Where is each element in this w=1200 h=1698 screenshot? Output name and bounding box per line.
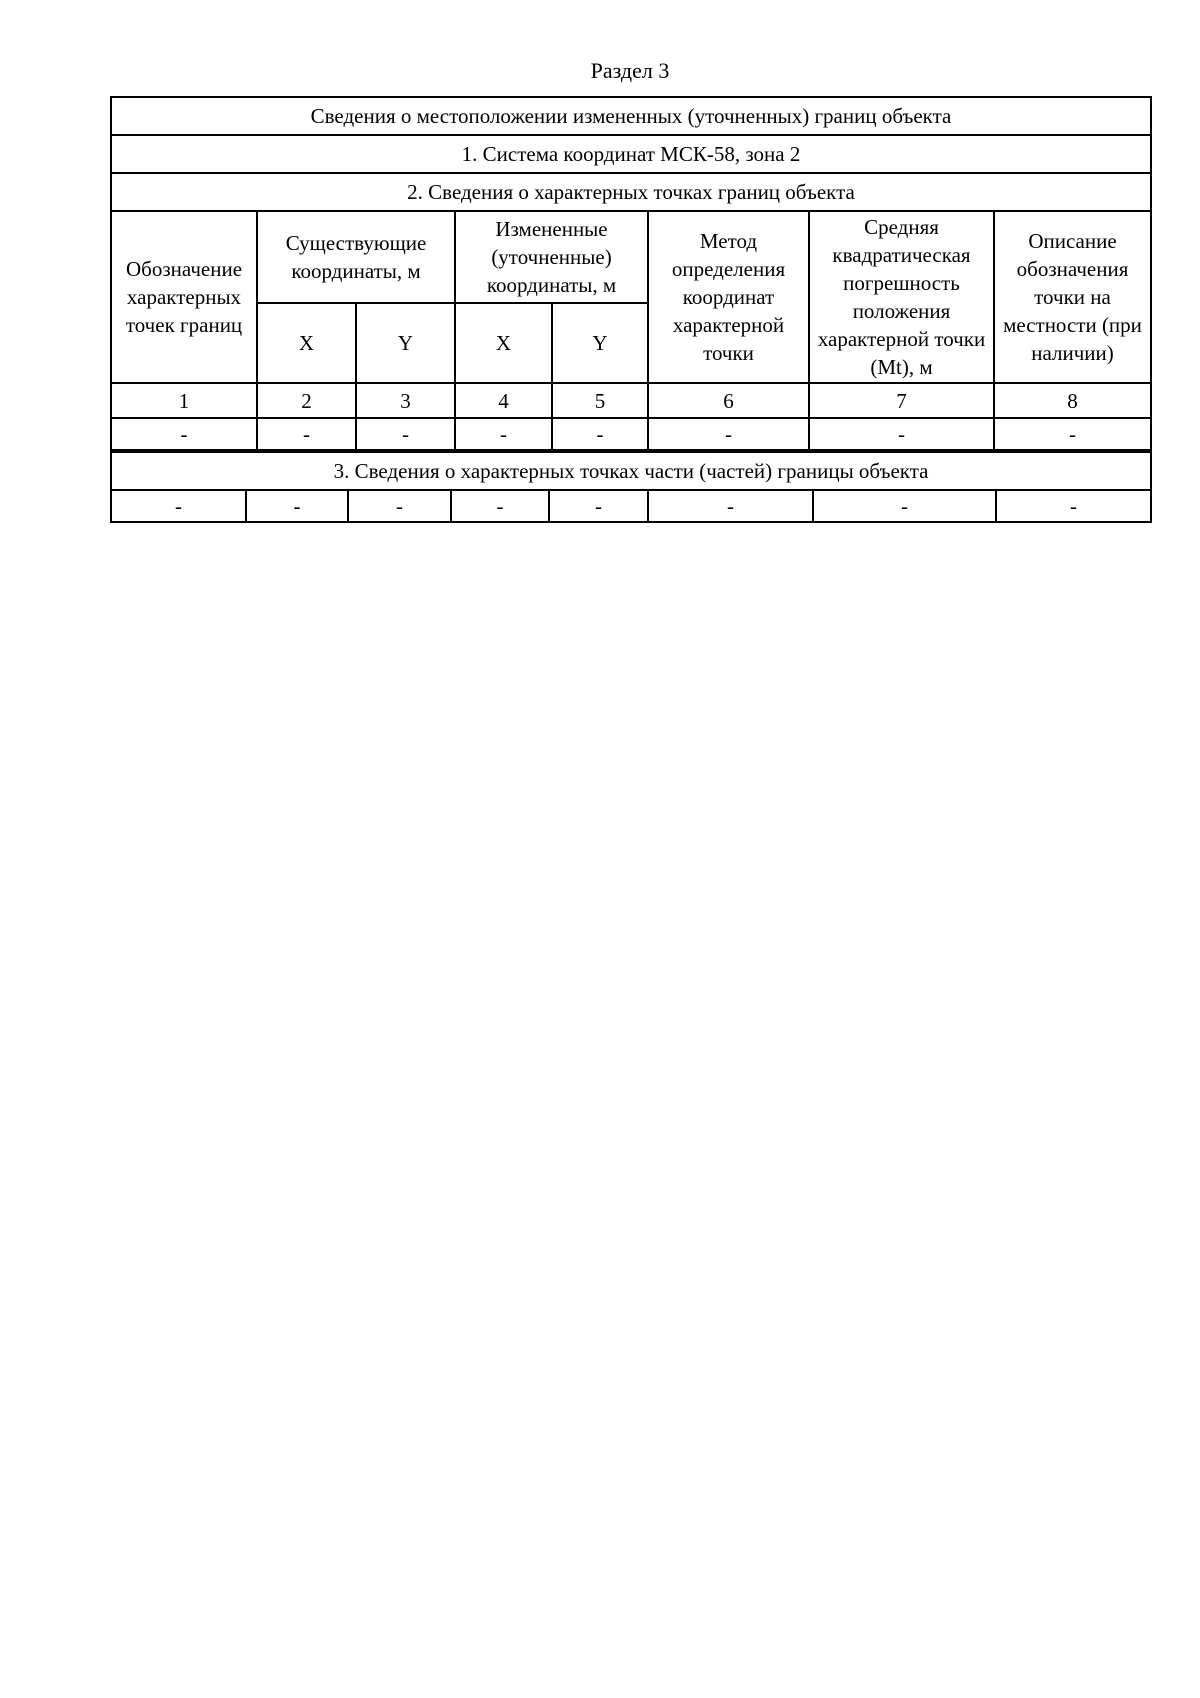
table-cell: - bbox=[111, 418, 257, 450]
column-number-row bbox=[111, 383, 1151, 418]
column-number: 8 bbox=[994, 383, 1151, 418]
table-cell: - bbox=[648, 418, 809, 450]
table-cell: - bbox=[813, 490, 996, 522]
header-existing-x: X bbox=[257, 303, 356, 383]
table-cell: - bbox=[996, 490, 1151, 522]
column-number: 4 bbox=[455, 383, 552, 418]
column-number: 3 bbox=[356, 383, 455, 418]
parts-section-header: 3. Сведения о характерных точках части (частей) границы объекта bbox=[111, 452, 1151, 490]
table-cell: - bbox=[549, 490, 648, 522]
table-cell: - bbox=[552, 418, 648, 450]
section-label: Раздел 3 bbox=[590, 58, 670, 83]
table-cell: - bbox=[994, 418, 1151, 450]
points-section-header: 2. Сведения о характерных точках границ объекта bbox=[111, 173, 1151, 211]
column-number: 5 bbox=[552, 383, 648, 418]
parts-table bbox=[110, 451, 1152, 523]
header-method: Метод определения координат характерной точки bbox=[648, 211, 809, 383]
table-row bbox=[111, 418, 1151, 450]
header-existing-coords: Существующие координаты, м bbox=[257, 211, 455, 303]
boundary-table bbox=[110, 96, 1150, 523]
table-title: Сведения о местоположении измененных (уточненных) границ объекта bbox=[111, 97, 1151, 135]
column-number: 1 bbox=[111, 383, 257, 418]
header-changed-x: X bbox=[455, 303, 552, 383]
header-changed-coords: Измененные (уточненные) координаты, м bbox=[455, 211, 648, 303]
table-cell: - bbox=[809, 418, 994, 450]
main-table bbox=[110, 96, 1152, 451]
table-cell: - bbox=[348, 490, 451, 522]
coordinate-system: 1. Система координат МСК-58, зона 2 bbox=[111, 135, 1151, 173]
table-cell: - bbox=[111, 490, 246, 522]
header-existing-y: Y bbox=[356, 303, 455, 383]
table-cell: - bbox=[451, 490, 549, 522]
table-cell: - bbox=[257, 418, 356, 450]
header-changed-y: Y bbox=[552, 303, 648, 383]
table-cell: - bbox=[246, 490, 348, 522]
table-cell: - bbox=[455, 418, 552, 450]
column-number: 2 bbox=[257, 383, 356, 418]
table-cell: - bbox=[356, 418, 455, 450]
header-description: Описание обозначения точки на местности (при наличии) bbox=[994, 211, 1151, 383]
table-row bbox=[111, 490, 1151, 522]
column-number: 6 bbox=[648, 383, 809, 418]
header-designation: Обозначение характерных точек границ bbox=[111, 211, 257, 383]
table-cell: - bbox=[648, 490, 813, 522]
header-mean-error: Средняя квадратическая погрешность положения характерной точки (Mt), м bbox=[809, 211, 994, 383]
column-number: 7 bbox=[809, 383, 994, 418]
